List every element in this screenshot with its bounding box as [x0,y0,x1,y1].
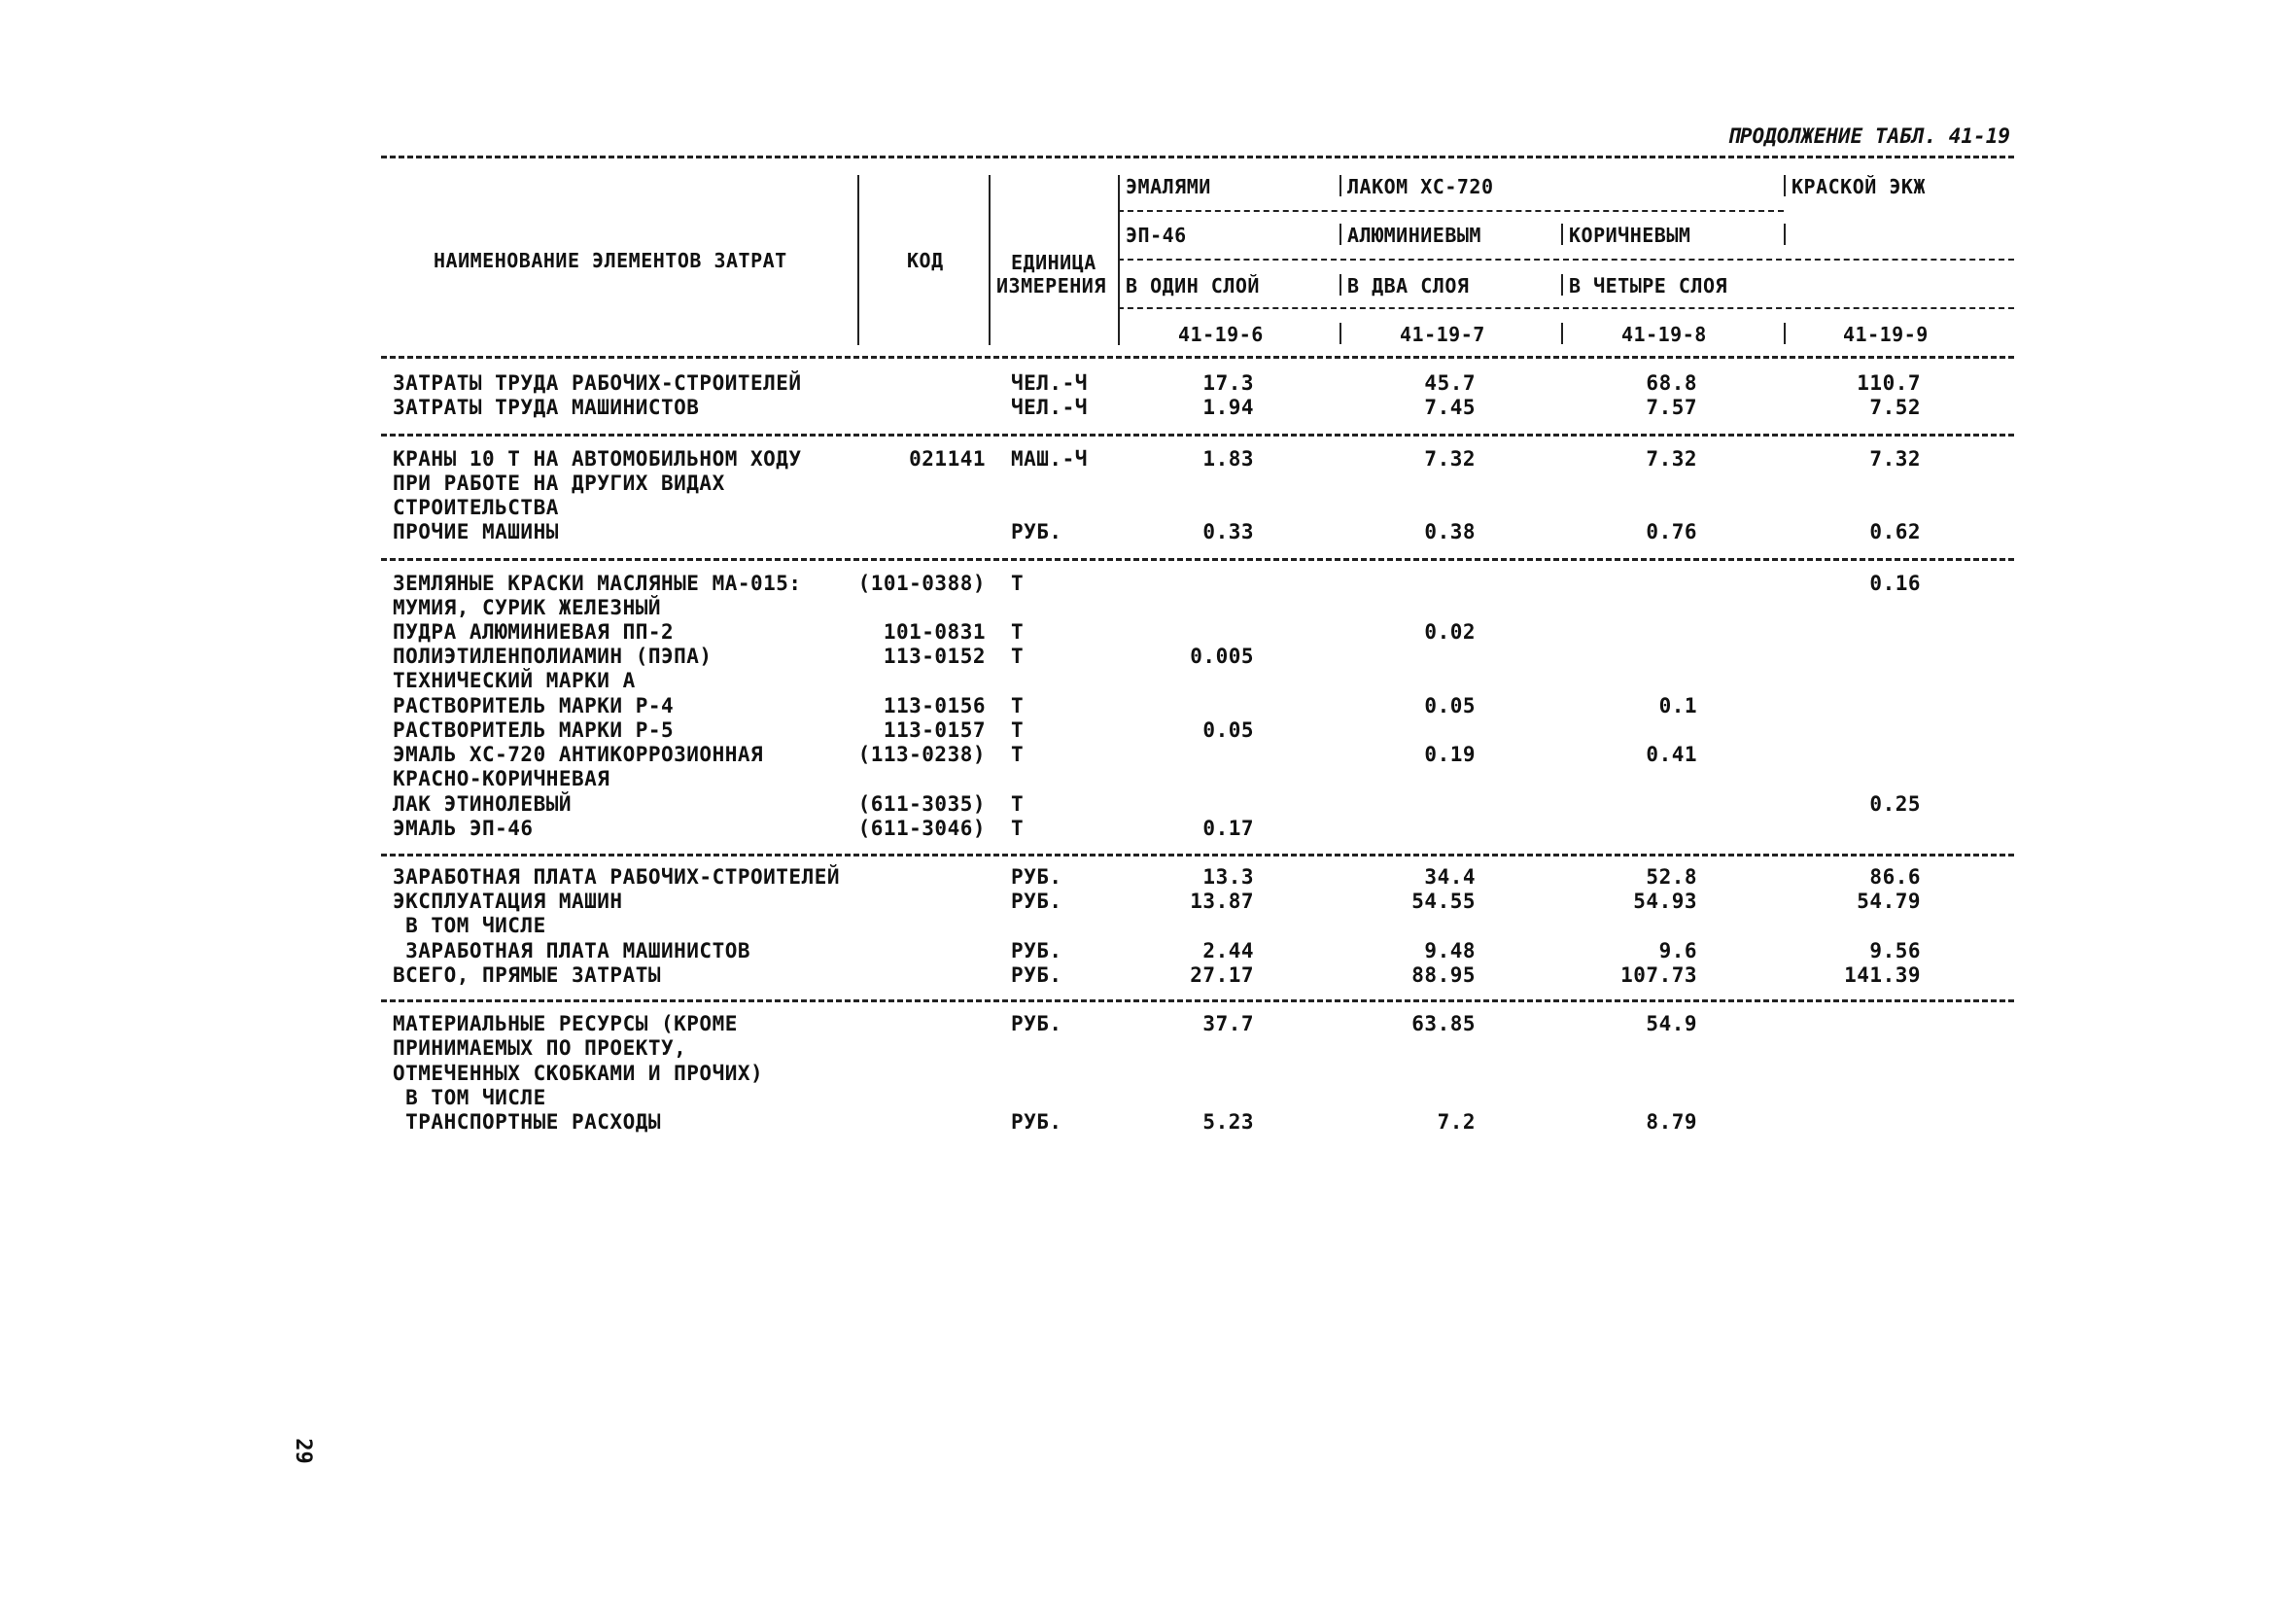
header-code-col: КОД [907,249,944,272]
row-value: 0.1 [1658,694,1697,717]
row-name: СТРОИТЕЛЬСТВА [393,496,559,519]
row-value: 2.44 [1202,939,1254,962]
header-subgroup: КОРИЧНЕВЫМ [1569,224,1691,247]
row-code: 113-0156 [883,694,986,717]
header-divider [989,175,991,345]
row-name: МУМИЯ, СУРИК ЖЕЛЕЗНЫЙ [393,596,662,619]
row-value: 0.005 [1190,645,1254,668]
header-group: ЭМАЛЯМИ [1126,175,1211,198]
row-code: 113-0152 [883,645,986,668]
header-divider [1561,224,1563,245]
row-value: 37.7 [1202,1012,1254,1035]
header-divider [1561,323,1563,344]
header-divider [1339,323,1341,344]
row-value: 7.32 [1424,447,1476,471]
row-value: 7.52 [1869,396,1921,419]
row-value: 54.55 [1411,890,1476,913]
row-name: В ТОМ ЧИСЛЕ [393,1086,546,1109]
header-divider [1339,224,1341,245]
header-divider [857,175,859,345]
header-code: 41-19-9 [1843,323,1929,346]
row-value: 0.38 [1424,520,1476,543]
row-value: 68.8 [1646,371,1697,395]
row-value: 0.05 [1202,718,1254,742]
row-value: 7.32 [1646,447,1697,471]
header-layers: В ДВА СЛОЯ [1347,274,1470,297]
row-code: (113-0238) [857,743,986,766]
row-name: ПРИНИМАЕМЫХ ПО ПРОЕКТУ, [393,1036,687,1060]
row-value: 17.3 [1202,371,1254,395]
header-divider [1784,224,1786,245]
row-name: ТРАНСПОРТНЫЕ РАСХОДЫ [393,1110,662,1134]
row-value: 0.41 [1646,743,1697,766]
header-unit-col: ЕДИНИЦА [1011,251,1096,274]
row-value: 110.7 [1857,371,1921,395]
row-value: 27.17 [1190,963,1254,987]
row-unit: РУБ. [1011,1012,1062,1035]
row-name: ЗАРАБОТНАЯ ПЛАТА РАБОЧИХ-СТРОИТЕЛЕЙ [393,865,841,889]
header-rule [1118,210,1784,212]
row-name: МАТЕРИАЛЬНЫЕ РЕСУРСЫ (КРОМЕ [393,1012,738,1035]
row-code: 021141 [909,447,986,471]
row-unit: РУБ. [1011,1110,1062,1134]
row-unit: МАШ.-Ч [1011,447,1088,471]
row-name: ВСЕГО, ПРЯМЫЕ ЗАТРАТЫ [393,963,662,987]
row-value: 63.85 [1411,1012,1476,1035]
row-code: (611-3035) [857,792,986,816]
header-layers: В ОДИН СЛОЙ [1126,274,1260,297]
row-name: ЗАРАБОТНАЯ ПЛАТА МАШИНИСТОВ [393,939,751,962]
row-name: ЗЕМЛЯНЫЕ КРАСКИ МАСЛЯНЫЕ МА-015: [393,572,802,595]
header-unit-col: ИЗМЕРЕНИЯ [996,274,1106,297]
row-name: ТЕХНИЧЕСКИЙ МАРКИ А [393,669,636,692]
row-unit: Т [1011,718,1025,742]
row-value: 54.93 [1633,890,1697,913]
row-value: 1.83 [1202,447,1254,471]
row-value: 9.48 [1424,939,1476,962]
row-unit: ЧЕЛ.-Ч [1011,371,1088,395]
row-name: ПРИ РАБОТЕ НА ДРУГИХ ВИДАХ [393,472,725,495]
header-layers: В ЧЕТЫРЕ СЛОЯ [1569,274,1728,297]
row-unit: РУБ. [1011,963,1062,987]
row-value: 107.73 [1620,963,1697,987]
row-value: 54.79 [1857,890,1921,913]
row-value: 141.39 [1844,963,1921,987]
row-value: 54.9 [1646,1012,1697,1035]
row-value: 5.23 [1202,1110,1254,1134]
header-divider [1339,175,1341,196]
section-rule [381,558,2014,561]
row-name: ЗАТРАТЫ ТРУДА МАШИНИСТОВ [393,396,700,419]
row-unit: РУБ. [1011,865,1062,889]
header-code: 41-19-6 [1178,323,1264,346]
table-top-rule [381,156,2014,158]
row-value: 7.32 [1869,447,1921,471]
row-value: 9.6 [1658,939,1697,962]
row-value: 0.16 [1869,572,1921,595]
header-subgroup: АЛЮМИНИЕВЫМ [1347,224,1481,247]
header-subgroup: ЭП-46 [1126,224,1187,247]
header-code: 41-19-7 [1400,323,1485,346]
row-name: КРАНЫ 10 Т НА АВТОМОБИЛЬНОМ ХОДУ [393,447,802,471]
row-value: 0.19 [1424,743,1476,766]
header-rule [1118,259,2014,261]
header-bottom-rule [381,356,2014,359]
row-name: ЭКСПЛУАТАЦИЯ МАШИН [393,890,623,913]
section-rule [381,434,2014,437]
row-name: ЭМАЛЬ ЭП-46 [393,817,534,840]
row-unit: ЧЕЛ.-Ч [1011,396,1088,419]
header-divider [1784,175,1786,196]
row-name: ЭМАЛЬ ХС-720 АНТИКОРРОЗИОННАЯ [393,743,764,766]
header-divider [1561,274,1563,296]
row-value: 1.94 [1202,396,1254,419]
header-code: 41-19-8 [1621,323,1707,346]
row-unit: Т [1011,620,1025,644]
row-value: 7.2 [1437,1110,1476,1134]
header-group: КРАСКОЙ ЭКЖ [1792,175,1926,198]
row-unit: Т [1011,572,1025,595]
row-unit: РУБ. [1011,890,1062,913]
header-divider [1784,323,1786,344]
row-name: ПОЛИЭТИЛЕНПОЛИАМИН (ПЭПА) [393,645,713,668]
row-value: 0.62 [1869,520,1921,543]
row-code: 101-0831 [883,620,986,644]
row-name: ПУДРА АЛЮМИНИЕВАЯ ПП-2 [393,620,675,644]
row-value: 7.45 [1424,396,1476,419]
header-rule [1118,307,2014,309]
row-name: ЛАК ЭТИНОЛЕВЫЙ [393,792,573,816]
row-name: РАСТВОРИТЕЛЬ МАРКИ Р-5 [393,718,675,742]
row-value: 52.8 [1646,865,1697,889]
row-name: ЗАТРАТЫ ТРУДА РАБОЧИХ-СТРОИТЕЛЕЙ [393,371,802,395]
row-value: 8.79 [1646,1110,1697,1134]
row-value: 88.95 [1411,963,1476,987]
section-rule [381,999,2014,1002]
header-name-col: НАИМЕНОВАНИЕ ЭЛЕМЕНТОВ ЗАТРАТ [434,249,787,272]
row-value: 13.87 [1190,890,1254,913]
row-name: В ТОМ ЧИСЛЕ [393,914,546,937]
row-value: 45.7 [1424,371,1476,395]
table-caption: ПРОДОЛЖЕНИЕ ТАБЛ. 41-19 [1727,124,2010,148]
section-rule [381,854,2014,856]
row-code: (101-0388) [857,572,986,595]
header-group: ЛАКОМ ХС-720 [1347,175,1494,198]
row-value: 0.02 [1424,620,1476,644]
row-value: 0.05 [1424,694,1476,717]
page-number: 29 [290,1438,315,1464]
row-value: 7.57 [1646,396,1697,419]
row-unit: Т [1011,694,1025,717]
row-value: 0.25 [1869,792,1921,816]
row-unit: РУБ. [1011,520,1062,543]
header-divider [1339,274,1341,296]
row-unit: Т [1011,817,1025,840]
row-code: 113-0157 [883,718,986,742]
row-unit: Т [1011,792,1025,816]
row-unit: Т [1011,743,1025,766]
row-value: 0.76 [1646,520,1697,543]
row-value: 0.17 [1202,817,1254,840]
row-value: 0.33 [1202,520,1254,543]
row-name: ОТМЕЧЕННЫХ СКОБКАМИ И ПРОЧИХ) [393,1062,764,1085]
row-unit: Т [1011,645,1025,668]
row-unit: РУБ. [1011,939,1062,962]
row-value: 86.6 [1869,865,1921,889]
row-value: 34.4 [1424,865,1476,889]
row-value: 13.3 [1202,865,1254,889]
row-name: ПРОЧИЕ МАШИНЫ [393,520,559,543]
row-value: 9.56 [1869,939,1921,962]
row-code: (611-3046) [857,817,986,840]
row-name: РАСТВОРИТЕЛЬ МАРКИ Р-4 [393,694,675,717]
row-name: КРАСНО-КОРИЧНЕВАЯ [393,767,610,790]
